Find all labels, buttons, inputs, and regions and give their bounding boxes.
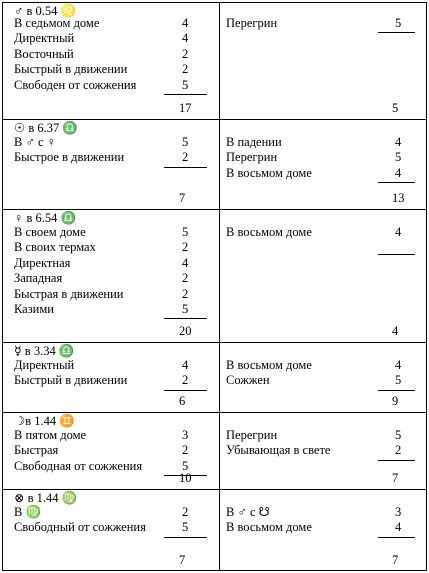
item-label: Директный — [14, 358, 75, 372]
section-total: 13 — [392, 191, 405, 205]
item-value: 3 — [182, 428, 189, 442]
item-label: Перегрин — [226, 150, 278, 165]
sum-underline — [164, 94, 207, 95]
item-value: 4 — [395, 135, 402, 149]
item-label: В ♂ с ♀ — [14, 135, 57, 149]
sum-underline — [164, 537, 207, 538]
item-label: Перегрин — [226, 428, 278, 442]
item-value: 2 — [182, 62, 189, 77]
item-value: 5 — [395, 373, 402, 388]
sum-underline — [378, 537, 415, 538]
item-value: 2 — [182, 373, 189, 388]
item-value: 2 — [182, 46, 189, 61]
sum-underline — [378, 390, 415, 391]
section-divider — [3, 412, 426, 413]
section-divider — [3, 489, 426, 490]
sum-underline — [378, 460, 415, 461]
item-label: В седьмом доме — [14, 16, 100, 30]
item-label: Западная — [14, 271, 63, 286]
sum-underline — [164, 390, 207, 391]
section-header: ☽в 1.44 ♊ — [14, 414, 75, 428]
item-label: В восьмом доме — [226, 358, 312, 372]
sum-underline — [164, 167, 207, 168]
item-value: 4 — [395, 358, 402, 372]
sum-underline — [378, 182, 415, 183]
section-total: 6 — [179, 394, 186, 408]
item-value: 4 — [395, 225, 402, 239]
item-label: Убывающая в свете — [226, 443, 331, 458]
item-label: В восьмом доме — [226, 165, 312, 180]
section-total: 5 — [392, 101, 399, 115]
section-header: ♂ в 0.54 ♌ — [14, 4, 77, 18]
item-label: В восьмом доме — [226, 225, 312, 239]
section-divider — [3, 119, 426, 120]
item-value: 2 — [395, 443, 402, 458]
item-value: 4 — [182, 16, 189, 30]
section-divider — [3, 342, 426, 343]
item-label: В восьмом доме — [226, 520, 312, 535]
item-label: Быстрый в движении — [14, 62, 128, 77]
sum-underline — [164, 318, 207, 319]
item-label: Свободен от сожжения — [14, 77, 137, 92]
sum-underline — [378, 32, 415, 33]
section-total: 17 — [179, 101, 192, 115]
column-divider — [219, 3, 220, 570]
item-value: 4 — [395, 165, 402, 180]
item-value: 5 — [182, 302, 189, 316]
item-label: Казими — [14, 302, 54, 316]
item-value: 4 — [182, 255, 189, 270]
item-value: 5 — [182, 135, 189, 149]
item-label: В своем доме — [14, 225, 86, 239]
item-value: 5 — [182, 520, 189, 535]
item-label: В ♍ — [14, 505, 42, 519]
item-label: Восточный — [14, 46, 74, 61]
section-total: 10 — [179, 471, 192, 485]
item-value: 4 — [182, 31, 189, 46]
item-label: Директная — [14, 255, 71, 270]
item-label: В ♂ с ☋ — [226, 505, 270, 519]
item-label: Быстрый в движении — [14, 373, 128, 388]
section-total: 9 — [392, 394, 399, 408]
item-label: Свободная от сожжения — [14, 458, 143, 473]
item-value: 2 — [182, 443, 189, 458]
item-label: Перегрин — [226, 16, 278, 30]
section-header: ♀ в 6.54 ♎ — [14, 211, 77, 225]
item-label: Директный — [14, 31, 75, 46]
item-value: 3 — [395, 505, 402, 519]
item-value: 5 — [182, 458, 189, 473]
sum-underline — [378, 254, 415, 255]
item-value: 5 — [395, 428, 402, 442]
item-label: В пятом доме — [14, 428, 87, 442]
section-header: ☿ в 3.34 ♎ — [14, 344, 75, 358]
item-value: 2 — [182, 286, 189, 301]
section-total: 7 — [392, 553, 399, 567]
item-label: Сожжен — [226, 373, 270, 388]
section-header: ☉ в 6.37 ♎ — [14, 121, 78, 135]
item-value: 5 — [182, 225, 189, 239]
section-total: 7 — [179, 191, 186, 205]
item-value: 5 — [395, 16, 402, 30]
item-label: Быстрая в движении — [14, 286, 124, 301]
item-label: Свободный от сожжения — [14, 520, 146, 535]
section-header: ⊗ в 1.44 ♍ — [14, 491, 78, 505]
item-label: В падении — [226, 135, 282, 149]
item-label: Быстрое в движении — [14, 150, 125, 165]
section-total: 20 — [179, 324, 192, 338]
item-label: Быстрая — [14, 443, 59, 458]
section-total: 7 — [179, 553, 186, 567]
item-value: 5 — [182, 77, 189, 92]
section-divider — [3, 209, 426, 210]
item-value: 2 — [182, 271, 189, 286]
section-total: 7 — [392, 471, 399, 485]
item-label: В своих термах — [14, 240, 96, 255]
item-value: 5 — [395, 150, 402, 165]
item-value: 4 — [182, 358, 189, 372]
item-value: 2 — [182, 240, 189, 255]
item-value: 4 — [395, 520, 402, 535]
section-total: 4 — [392, 324, 399, 338]
item-value: 2 — [182, 150, 189, 165]
item-value: 2 — [182, 505, 189, 519]
